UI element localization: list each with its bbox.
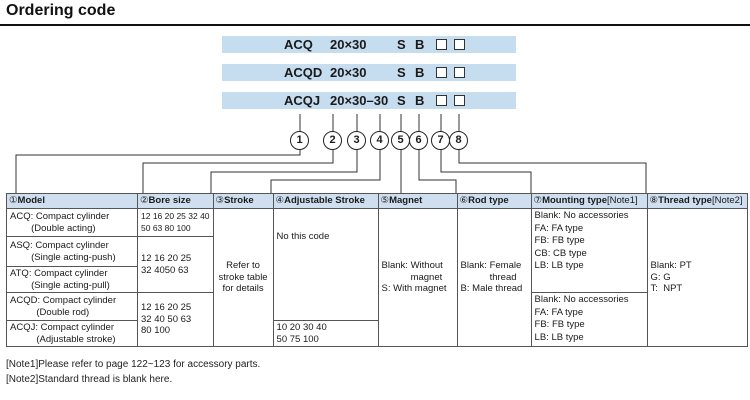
bore-text: 12 16 20 25 32 40 50 63 80 100	[141, 211, 210, 233]
bore-text: 12 16 20 25 32 4050 63	[141, 253, 192, 276]
column-number: ⑥	[459, 195, 469, 207]
magnet-cell	[378, 209, 457, 347]
marker-circle-6: 6	[409, 131, 428, 150]
adjustable-none-cell	[273, 209, 378, 321]
thread-cell	[647, 209, 747, 347]
model-text: ACQD: Compact cylinder (Double rod)	[10, 295, 117, 318]
rod-cell	[457, 209, 531, 347]
page-title: Ordering code	[6, 2, 116, 19]
column-header-mounting-type	[531, 194, 647, 209]
column-header-stroke	[213, 194, 273, 209]
model-cell	[7, 293, 138, 321]
column-label: Adjustable Stroke	[284, 195, 365, 207]
bore-cell	[138, 237, 214, 293]
column-number: ③	[215, 195, 225, 207]
mounting-text: Blank: No accessories FA: FA type FB: FB type CB: CB type LB: LB type	[534, 210, 629, 271]
marker-circle-3: 3	[347, 131, 366, 150]
adjustable-values-text: 10 20 30 40 50 75 100	[276, 322, 327, 345]
column-header-model	[7, 194, 138, 209]
model-cell	[7, 321, 138, 347]
column-note: [Note2]	[711, 195, 743, 207]
model-text: ACQJ: Compact cylinder (Adjustable stroke)	[10, 322, 116, 345]
footnote-2: [Note2]Standard thread is blank here.	[6, 374, 173, 385]
code-rod: B	[415, 37, 425, 52]
column-header-bore-size	[138, 194, 214, 209]
spec-table	[6, 193, 748, 347]
code-size: 20×30	[330, 65, 367, 80]
column-label: Stroke	[224, 195, 254, 207]
code-size: 20×30–30	[330, 93, 389, 108]
magnet-text: Blank: Without magnet S: With magnet	[381, 260, 447, 295]
adjustable-values-cell	[273, 321, 378, 347]
bore-cell	[138, 293, 214, 347]
column-number: ⑦	[533, 195, 543, 207]
model-cell	[7, 237, 138, 267]
bore-cell	[138, 209, 214, 237]
column-header-adjustable-stroke	[273, 194, 378, 209]
code-magnet: S	[397, 93, 406, 108]
model-cell	[7, 267, 138, 293]
model-text: ASQ: Compact cylinder (Single acting-push)	[10, 240, 116, 263]
code-rod: B	[415, 65, 425, 80]
stroke-cell	[213, 209, 273, 347]
marker-circle-5: 5	[391, 131, 410, 150]
marker-circle-2: 2	[323, 131, 342, 150]
code-magnet: S	[397, 65, 406, 80]
marker-circle-1: 1	[290, 131, 309, 150]
model-cell	[7, 209, 138, 237]
model-text: ACQ: Compact cylinder (Double acting)	[10, 211, 110, 234]
model-text: ATQ: Compact cylinder (Single acting-pull)	[10, 268, 110, 291]
column-number: ④	[275, 195, 285, 207]
column-label: Mounting type	[542, 195, 607, 207]
mounting-cell	[531, 293, 647, 347]
code-model: ACQD	[284, 65, 323, 80]
mounting-text: Blank: No accessories FA: FA type FB: FB type LB: LB type	[534, 294, 629, 343]
rod-text: Blank: Female thread B: Male thread	[460, 260, 523, 295]
table-header-row	[7, 194, 748, 209]
code-size: 20×30	[330, 37, 367, 52]
column-number: ①	[9, 195, 18, 207]
footnote-1: [Note1]Please refer to page 122~123 for accessory parts.	[6, 359, 261, 370]
adjustable-none-text: No this code	[276, 231, 330, 242]
stroke-text: Refer to stroke table for details	[218, 260, 268, 295]
code-model: ACQ	[284, 37, 313, 52]
column-label: Bore size	[148, 195, 191, 207]
marker-circle-8: 8	[449, 131, 468, 150]
bore-text: 12 16 20 25 32 40 50 63 80 100	[141, 302, 192, 337]
column-number: ⑤	[380, 195, 390, 207]
code-magnet: S	[397, 37, 406, 52]
column-note: [Note1]	[606, 195, 638, 207]
code-rod: B	[415, 93, 425, 108]
code-model: ACQJ	[284, 93, 321, 108]
column-label: Magnet	[389, 195, 423, 207]
column-label: Thread type	[658, 195, 712, 207]
marker-circle-7: 7	[431, 131, 450, 150]
column-header-rod-type	[457, 194, 531, 209]
column-number: ②	[140, 195, 149, 207]
mounting-cell	[531, 209, 647, 293]
column-label: Rod type	[468, 195, 509, 207]
column-header-thread-type	[647, 194, 747, 209]
thread-text: Blank: PT G: G T: NPT	[650, 260, 692, 295]
table-row	[7, 209, 748, 237]
column-header-magnet	[378, 194, 457, 209]
marker-circle-4: 4	[370, 131, 389, 150]
column-label: Model	[17, 195, 45, 207]
column-number: ⑧	[649, 195, 659, 207]
